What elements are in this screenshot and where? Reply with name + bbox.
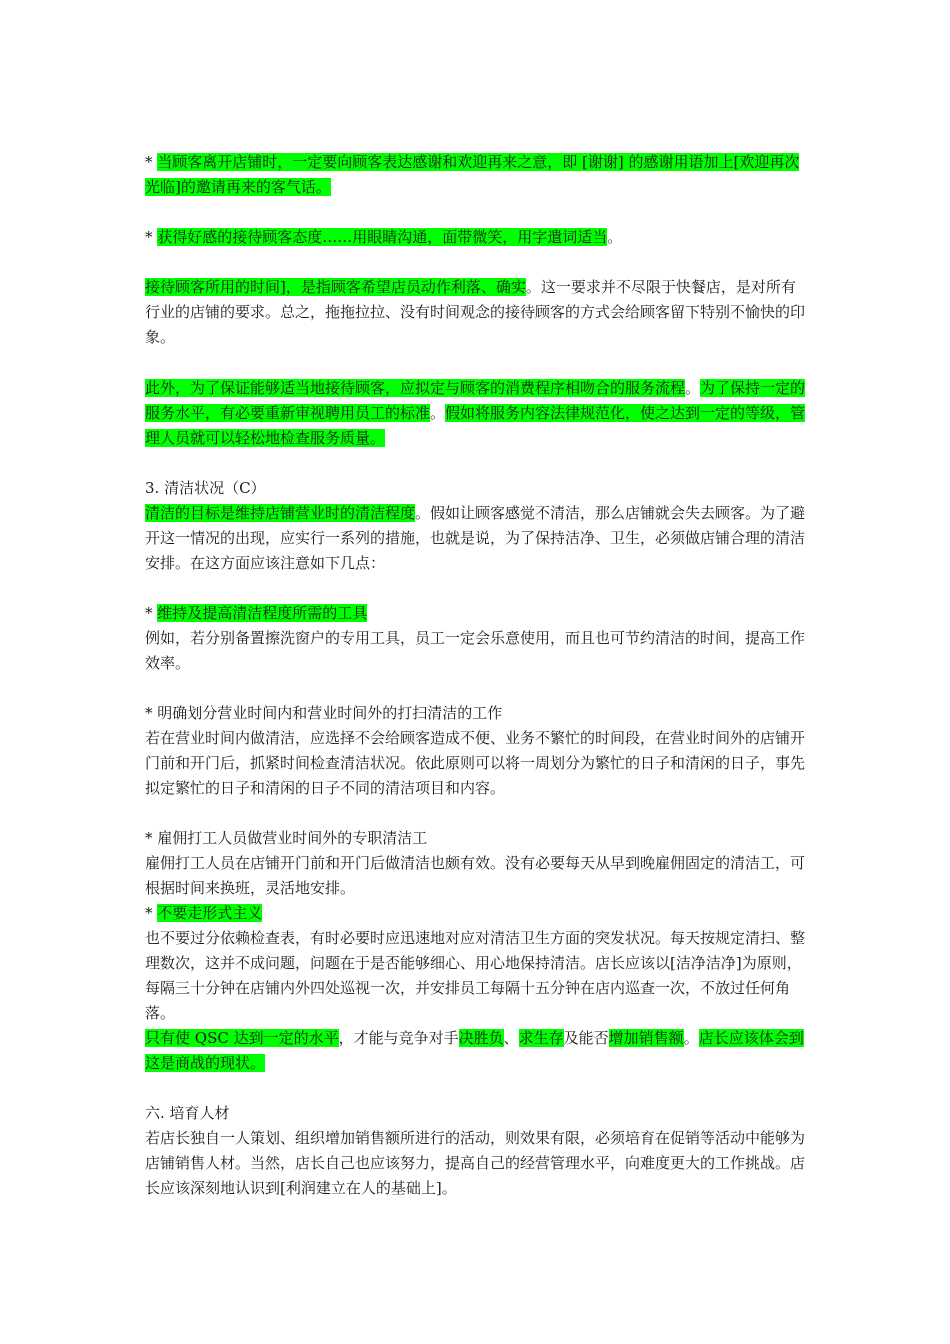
text-run: 。 [685, 379, 701, 397]
paragraph-part-time [145, 851, 810, 901]
highlighted-text: 增加销售额 [608, 1029, 684, 1047]
paragraph-tools [145, 626, 810, 676]
bullet-tools [145, 601, 810, 626]
text-run: * 雇佣打工人员做营业时间外的专职清洁工 [145, 829, 428, 847]
highlighted-text: 不要走形式主义 [157, 904, 263, 922]
text-run: * 明确划分营业时间内和营业时间外的打扫清洁的工作 [145, 704, 503, 722]
document-body [145, 150, 810, 1201]
text-run: 及能否 [563, 1029, 609, 1047]
text-run: 若店长独自一人策划、组织增加销售额所进行的活动，则效果有限，必须培育在促销等活动中能够为店铺销售人材。当然，店长自己也应该努力，提高自己的经营管理水平，向难度更大的工作挑战。店长应该深刻地认识到[利润建立在人的基础上]。 [145, 1129, 806, 1197]
highlighted-text: 当顾客离开店铺时，一定要向顾客表达感谢和欢迎再来之意，即 [谢谢] 的感谢用语加上[欢迎再次光临]的邀请再来的客气话。 [145, 153, 800, 196]
section-heading-cleanliness [145, 476, 810, 501]
text-run: * [145, 604, 158, 622]
highlighted-text: 求生存 [518, 1029, 564, 1047]
paragraph-formalism [145, 926, 810, 1026]
highlighted-text: 为了保持一定的服务水平，有必要重新审视聘用员工的标准 [145, 379, 806, 422]
text-run: ，才能与竞争对手 [338, 1029, 459, 1047]
highlighted-text: 维持及提高清洁程度所需的工具 [157, 604, 368, 622]
text-run: 、 [503, 1029, 519, 1047]
text-run: * [145, 153, 158, 171]
paragraph-talent [145, 1126, 810, 1201]
highlighted-text: 接待顾客所用的时间]，是指顾客希望店员动作利落、确实 [145, 278, 526, 296]
text-run: 。 [683, 1029, 699, 1047]
bullet-part-time [145, 826, 810, 851]
section-heading-talent [145, 1101, 810, 1126]
text-run: 例如，若分别备置擦洗窗户的专用工具，员工一定会乐意使用，而且也可节约清洁的时间，提高工作效率。 [145, 629, 806, 672]
text-run: 雇佣打工人员在店铺开门前和开门后做清洁也颇有效。没有必要每天从早到晚雇佣固定的清洁工，可根据时间来换班，灵活地安排。 [145, 854, 806, 897]
paragraph-cleanliness-goal [145, 501, 810, 576]
paragraph-attitude [145, 225, 810, 250]
text-run: * [145, 904, 158, 922]
text-run: 也不要过分依赖检查表，有时必要时应迅速地对应对清洁卫生方面的突发状况。每天按规定清扫、整理数次，这并不成问题，问题在于是否能够细心、用心地保持清洁。店长应该以[洁净洁净]为原则，每隔三十分钟在店铺内外四处巡视一次，并安排员工每隔十五分钟在店内巡查一次，不放过任何角落。 [145, 929, 806, 1022]
highlighted-text: 获得好感的接待顾客态度……用眼睛沟通，面带微笑，用字遣词适当 [157, 228, 608, 246]
bullet-business-hours [145, 701, 810, 726]
text-run: 。 [607, 228, 623, 246]
highlighted-text: 决胜负 [458, 1029, 504, 1047]
text-run: 若在营业时间内做清洁，应选择不会给顾客造成不便、业务不繁忙的时间段，在营业时间外的店铺开门前和开门后，抓紧时间检查清洁状况。依此原则可以将一周划分为繁忙的日子和清闲的日子，事先拟定繁忙的日子和清闲的日子不同的清洁项目和内容。 [145, 729, 806, 797]
paragraph-thanks [145, 150, 810, 200]
text-run: 六. 培育人材 [145, 1104, 230, 1122]
text-run: 。假如让顾客感觉不清洁，那么店铺就会失去顾客。为了避开这一情况的出现，应实行一系列的措施，也就是说，为了保持洁净、卫生，必须做店铺合理的清洁安排。在这方面应该注意如下几点： [145, 504, 806, 572]
highlighted-text: 只有使 QSC 达到一定的水平 [145, 1029, 339, 1047]
bullet-formalism [145, 901, 810, 926]
text-run: * [145, 228, 158, 246]
highlighted-text: 此外，为了保证能够适当地接待顾客，应拟定与顾客的消费程序相吻合的服务流程 [145, 379, 686, 397]
highlighted-text: 假如将服务内容法律规范化，使之达到一定的等级，管理人员就可以轻松地检查服务质量。 [145, 404, 806, 447]
highlighted-text: 清洁的目标是维持店铺营业时的清洁程度 [145, 504, 416, 522]
text-run: 3. 清洁状况（C） [145, 479, 266, 497]
paragraph-service-flow [145, 376, 810, 451]
paragraph-service-time [145, 275, 810, 350]
paragraph-qsc [145, 1026, 810, 1076]
text-run: 。这一要求并不尽限于快餐店，是对所有行业的店铺的要求。总之，拖拖拉拉、没有时间观念的接待顾客的方式会给顾客留下特别不愉快的印象。 [145, 278, 806, 346]
highlighted-text: 店长应该体会到这是商战的现状。 [145, 1029, 804, 1072]
paragraph-business-hours [145, 726, 810, 801]
text-run: 。 [430, 404, 446, 422]
